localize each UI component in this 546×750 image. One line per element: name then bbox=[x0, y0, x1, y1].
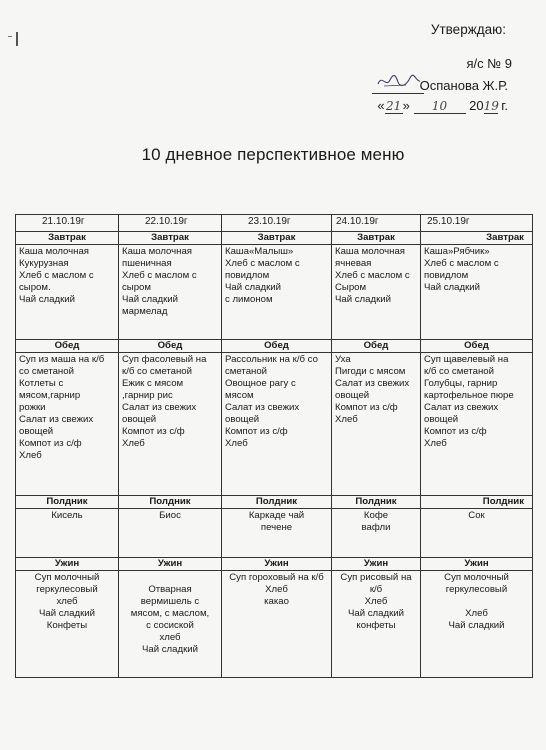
date-close-quote: » bbox=[402, 98, 410, 113]
signature-icon bbox=[376, 72, 422, 90]
snack-row bbox=[16, 509, 533, 558]
meal-label: Ужин bbox=[421, 558, 533, 571]
date-day: 21 bbox=[386, 99, 402, 113]
page-title: 10 дневное перспективное меню bbox=[141, 145, 405, 164]
meal-label: Завтрак bbox=[332, 232, 421, 245]
meal-label: Завтрак bbox=[421, 232, 533, 245]
day-date: 23.10.19г bbox=[222, 215, 332, 232]
snack-menu: Сок bbox=[421, 509, 533, 558]
margin-mark bbox=[8, 36, 12, 37]
meal-label: Полдник bbox=[332, 496, 421, 509]
lunch-menu: Уха Пигоди с мясом Салат из свежих овощей Компот из с/ф Хлеб bbox=[332, 353, 421, 496]
meal-label: Обед bbox=[16, 340, 119, 353]
dinner-menu: Отварная вермишель с мясом, с маслом, с сосиской хлеб Чай сладкий bbox=[119, 571, 222, 678]
meal-label: Ужин bbox=[119, 558, 222, 571]
lunch-menu: Рассольник на к/б со сметаной Овощное рагу с мясом Салат из свежих овощей Компот из с/ф Хлеб bbox=[222, 353, 332, 496]
breakfast-row bbox=[16, 245, 533, 340]
breakfast-menu: Каша молочная Кукурузная Хлеб с маслом с сыром. Чай сладкий bbox=[16, 245, 119, 340]
lunch-row bbox=[16, 353, 533, 496]
snack-menu: Кофе вафли bbox=[332, 509, 421, 558]
date-month: 10 bbox=[414, 99, 466, 114]
dinner-menu: Суп молочный геркулесовый Хлеб Чай сладкий bbox=[421, 571, 533, 678]
meal-label: Полдник bbox=[421, 496, 533, 509]
margin-mark bbox=[16, 32, 18, 46]
kindergarten-number: я/с № 9 bbox=[466, 56, 512, 71]
meal-label: Обед bbox=[332, 340, 421, 353]
approval-date bbox=[377, 98, 508, 114]
meal-label: Ужин bbox=[16, 558, 119, 571]
date-year-prefix: 20 bbox=[469, 98, 484, 113]
meal-label: Полдник bbox=[119, 496, 222, 509]
day-date: 22.10.19г bbox=[119, 215, 222, 232]
signer-name: Оспанова Ж.Р. bbox=[419, 78, 508, 93]
snack-menu: Кисель bbox=[16, 509, 119, 558]
date-year-suffix: 19 bbox=[483, 99, 499, 113]
dates-row bbox=[16, 215, 533, 232]
dinner-menu: Суп рисовый на к/б Хлеб Чай сладкий конфеты bbox=[332, 571, 421, 678]
lunch-menu: Суп из маша на к/б со сметаной Котлеты с мясом,гарнир рожки Салат из свежих овощей Компот из с/ф Хлеб bbox=[16, 353, 119, 496]
date-year-end: г. bbox=[497, 98, 508, 113]
meal-label: Ужин bbox=[332, 558, 421, 571]
breakfast-menu: Каша»Рябчик» Хлеб с маслом с повидлом Чай сладкий bbox=[421, 245, 533, 340]
breakfast-menu: Каша«Малыш» Хлеб с маслом с повидлом Чай сладкий с лимоном bbox=[222, 245, 332, 340]
dinner-menu: Суп гороховый на к/б Хлеб какао bbox=[222, 571, 332, 678]
meal-label: Ужин bbox=[222, 558, 332, 571]
signature-line bbox=[372, 93, 424, 94]
date-open-quote: « bbox=[377, 98, 385, 113]
snack-menu: Каркаде чай печене bbox=[222, 509, 332, 558]
dinner-menu: Суп молочный геркулесовый хлеб Чай сладкий Конфеты bbox=[16, 571, 119, 678]
meal-label: Обед bbox=[119, 340, 222, 353]
approval-title: Утверждаю: bbox=[430, 22, 506, 37]
breakfast-menu: Каша молочная пшеничная Хлеб с маслом с сыром Чай сладкий мармелад bbox=[119, 245, 222, 340]
day-date: 25.10.19г bbox=[421, 215, 533, 232]
meal-label: Завтрак bbox=[16, 232, 119, 245]
meal-label: Завтрак bbox=[222, 232, 332, 245]
meal-label: Обед bbox=[421, 340, 533, 353]
breakfast-menu: Каша молочная ячневая Хлеб с маслом с Сыром Чай сладкий bbox=[332, 245, 421, 340]
lunch-menu: Суп фасолевый на к/б со сметаной Ежик с мясом ,гарнир рис Салат из свежих овощей Компот из с/ф Хлеб bbox=[119, 353, 222, 496]
meal-label: Полдник bbox=[222, 496, 332, 509]
snack-menu: Биос bbox=[119, 509, 222, 558]
lunch-header-row bbox=[16, 340, 533, 353]
day-date: 21.10.19г bbox=[16, 215, 119, 232]
day-date: 24.10.19г bbox=[332, 215, 421, 232]
breakfast-header-row bbox=[16, 232, 533, 245]
meal-label: Полдник bbox=[16, 496, 119, 509]
dinner-header-row bbox=[16, 558, 533, 571]
menu-table bbox=[15, 214, 533, 678]
meal-label: Обед bbox=[222, 340, 332, 353]
dinner-row bbox=[16, 571, 533, 678]
meal-label: Завтрак bbox=[119, 232, 222, 245]
snack-header-row bbox=[16, 496, 533, 509]
lunch-menu: Суп щавелевый на к/б со сметаной Голубцы, гарнир картофельное пюре Салат из свежих овощей Компот из с/ф Хлеб bbox=[421, 353, 533, 496]
